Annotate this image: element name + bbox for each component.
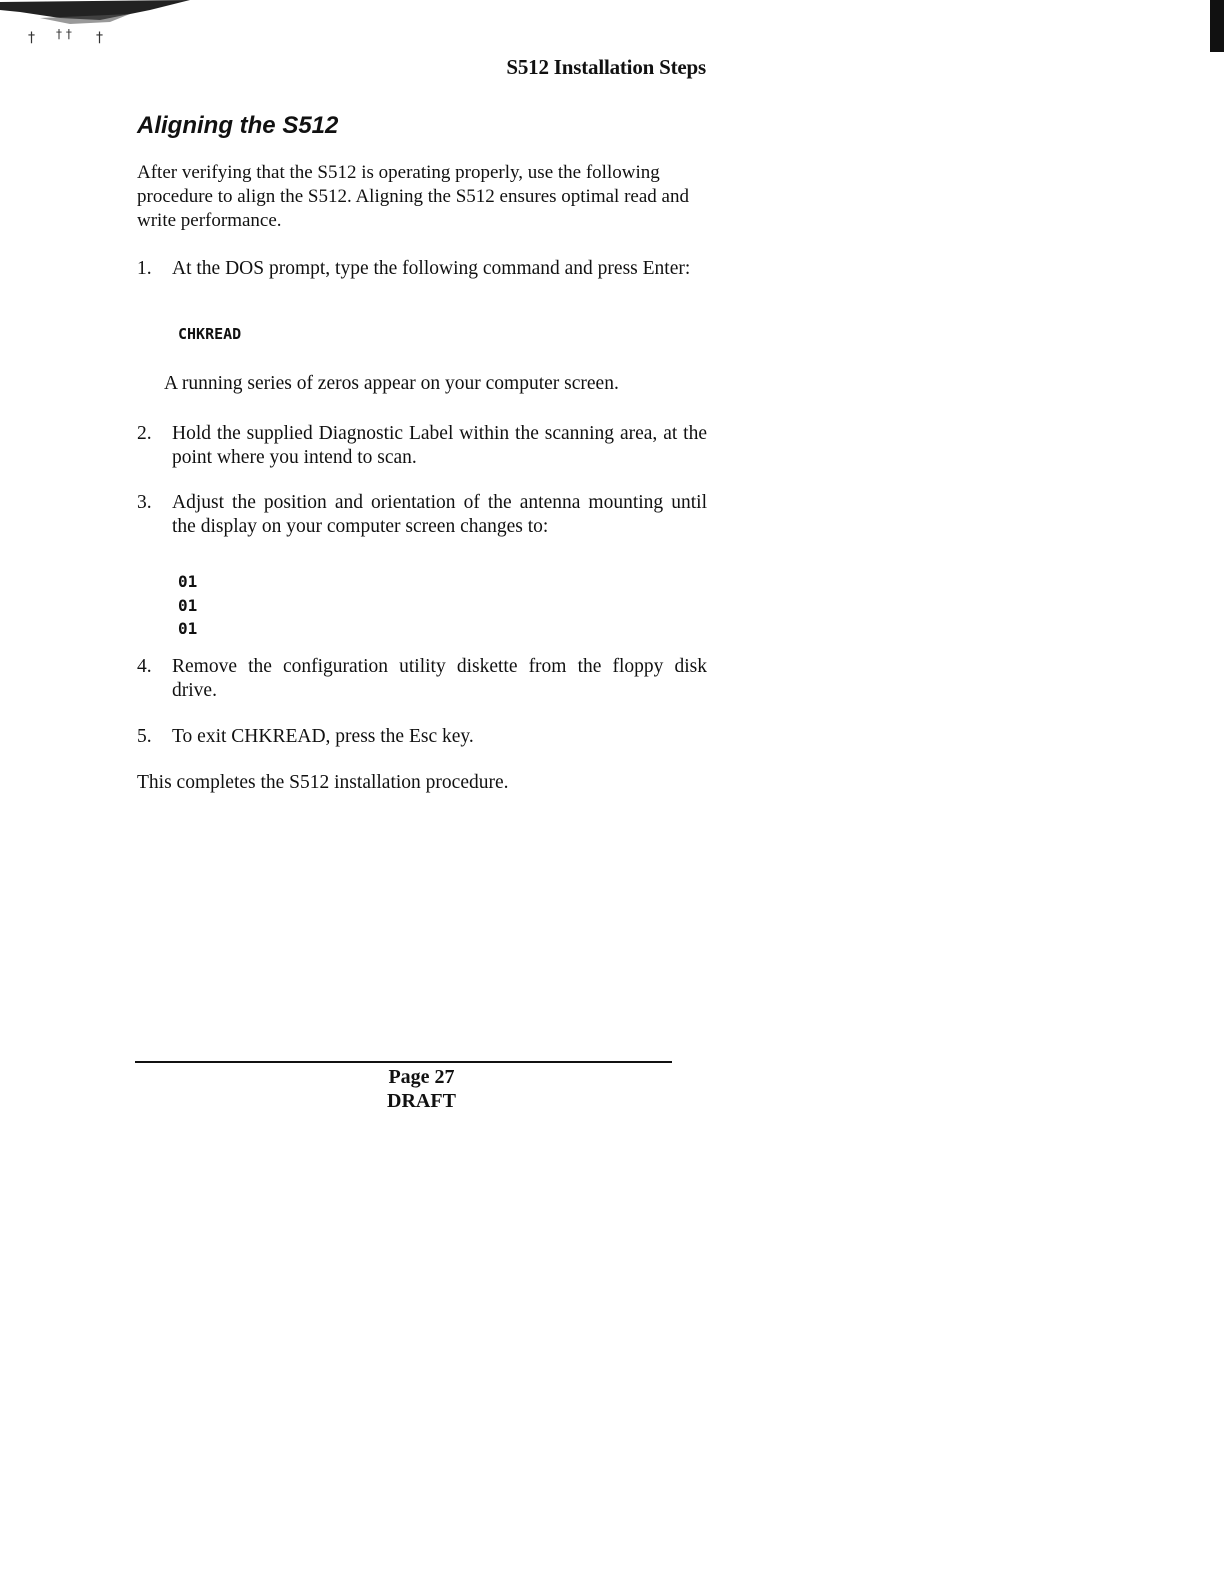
step-2 xyxy=(137,422,707,469)
output-line: 01 xyxy=(178,572,198,591)
page-footer xyxy=(135,1065,708,1113)
output-line: 01 xyxy=(178,619,198,638)
svg-text:†: † xyxy=(96,30,103,46)
running-header: S512 Installation Steps xyxy=(506,55,706,79)
step-4 xyxy=(137,655,707,702)
command-chkread: CHKREAD xyxy=(178,325,242,343)
step-1-note: A running series of zeros appear on your computer screen. xyxy=(164,373,619,394)
step-number: 2. xyxy=(137,423,152,444)
section-title: Aligning the S512 xyxy=(137,112,339,139)
step-5 xyxy=(137,725,707,749)
step-text: Hold the supplied Diagnostic Label within the scanning area, at the point where you intend to scan. xyxy=(172,423,707,468)
step-number: 1. xyxy=(137,258,152,279)
intro-paragraph: After verifying that the S512 is operating properly, use the following procedure to align the S512. Aligning the S512 ensures optimal read and write performance. xyxy=(137,162,689,231)
scan-edge-bar xyxy=(1210,0,1224,52)
screen-output xyxy=(178,570,197,641)
svg-text:† †: † † xyxy=(56,27,72,41)
page-number: Page 27 xyxy=(388,1066,455,1088)
svg-text:†: † xyxy=(28,30,35,46)
step-text: Remove the configuration utility diskette from the floppy disk drive. xyxy=(172,656,707,701)
draft-label: DRAFT xyxy=(387,1090,456,1112)
step-number: 5. xyxy=(137,726,152,747)
step-1 xyxy=(137,257,707,281)
step-text: To exit CHKREAD, press the Esc key. xyxy=(172,726,474,747)
step-number: 3. xyxy=(137,492,152,513)
step-3 xyxy=(137,491,707,538)
scan-artifact xyxy=(0,0,200,50)
output-line: 01 xyxy=(178,595,198,615)
footer-divider xyxy=(135,1061,672,1063)
closing-paragraph: This completes the S512 installation procedure. xyxy=(137,772,509,793)
step-number: 4. xyxy=(137,656,152,677)
step-text: At the DOS prompt, type the following command and press Enter: xyxy=(172,258,691,279)
step-text: Adjust the position and orientation of the antenna mounting until the display on your computer screen changes to: xyxy=(172,492,707,537)
